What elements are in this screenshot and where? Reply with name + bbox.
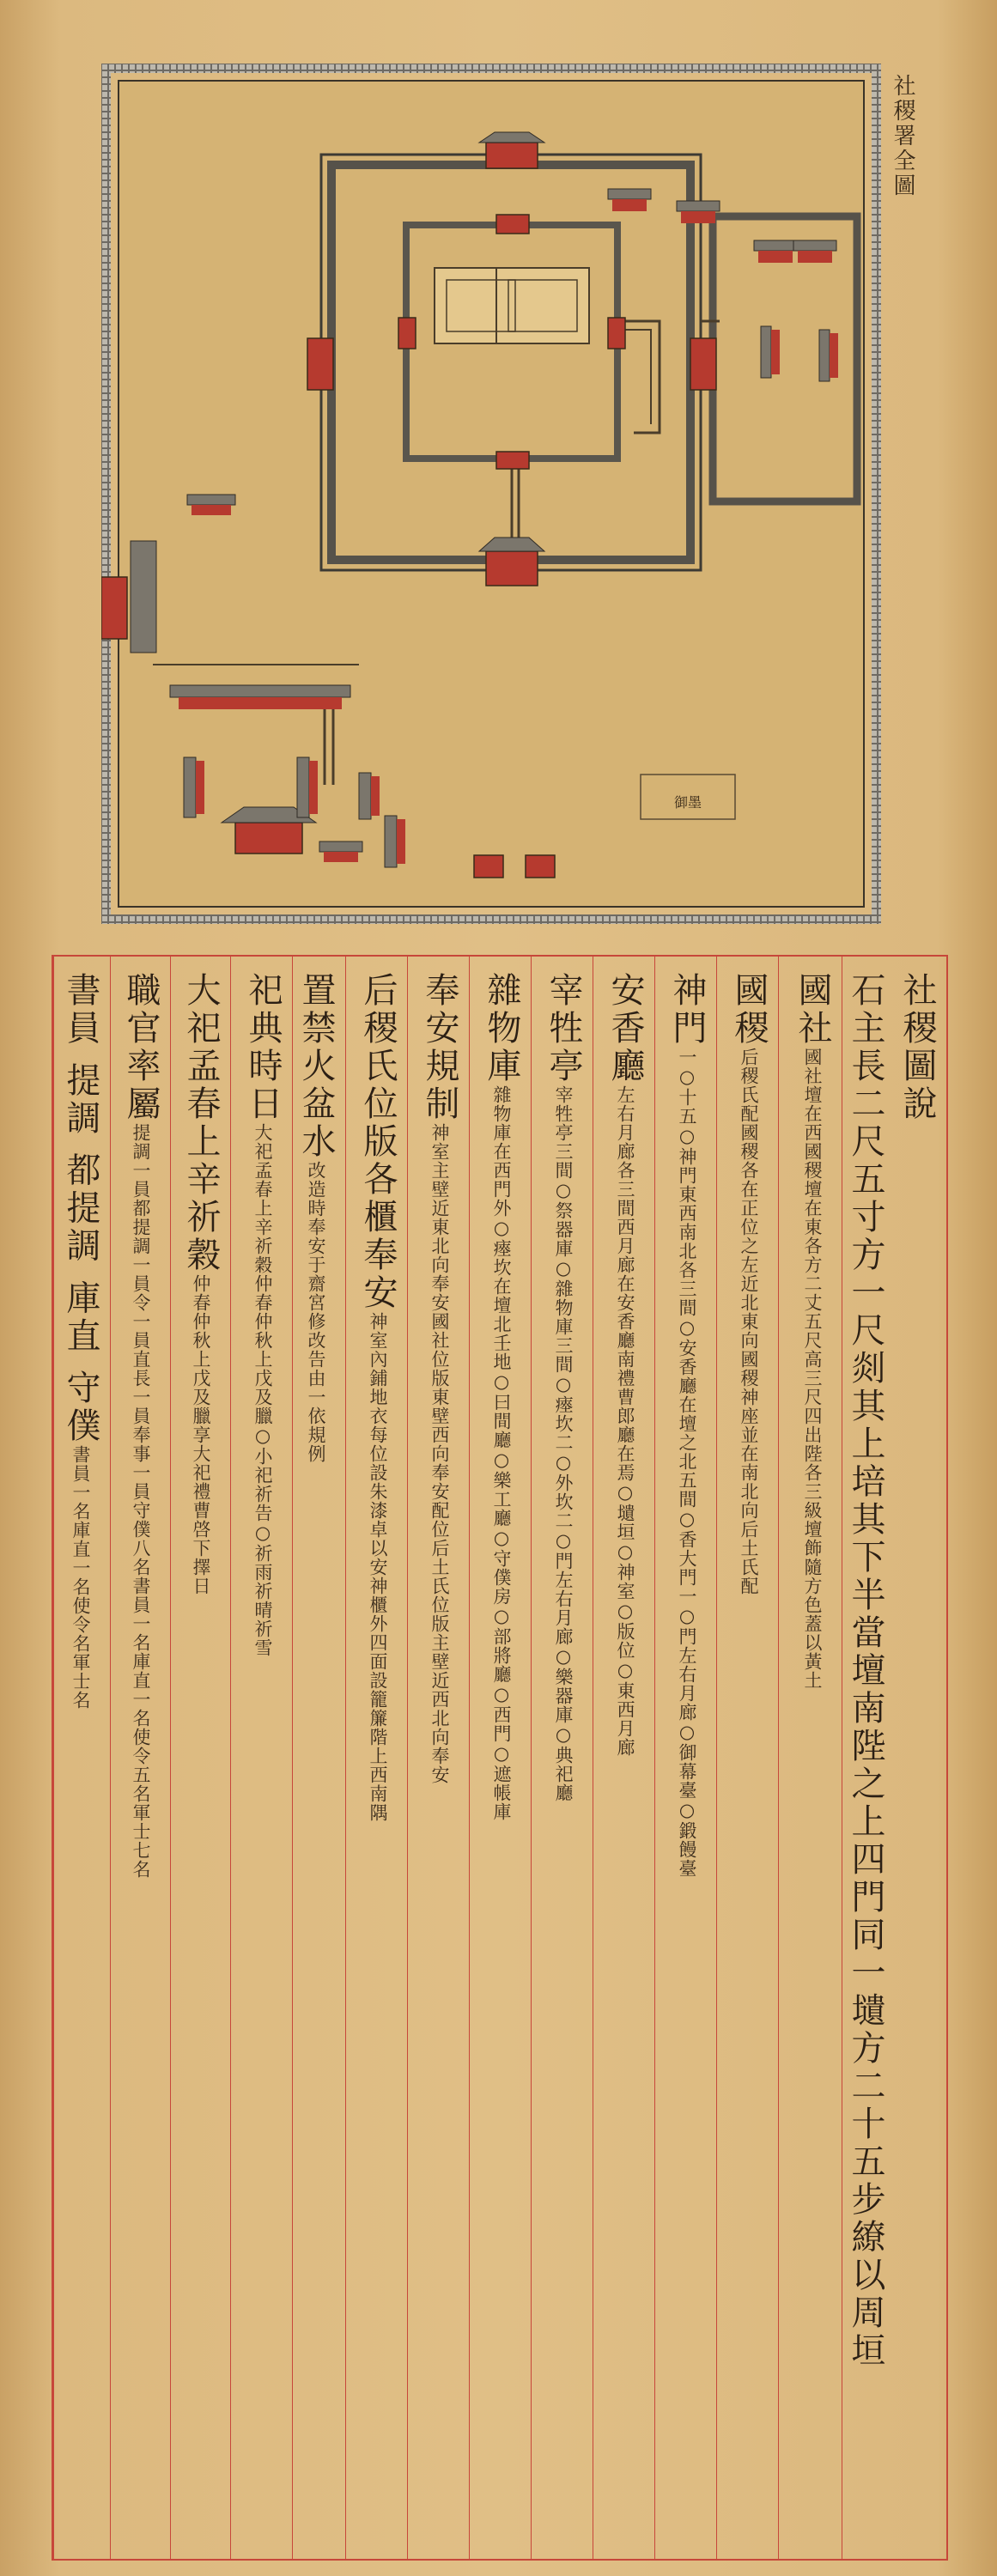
text-column xyxy=(593,957,654,2559)
site-map xyxy=(101,64,881,924)
column-heading: 國社 xyxy=(793,972,832,1048)
text-column xyxy=(778,957,842,2559)
column-note: 國社壇在西國稷壇在東各方二丈五尺高三尺四出陛各三級壇飾隨方色蓋以黃土 xyxy=(802,1048,823,1690)
column-note: 改造時奉安于齋宮修改告由一依規例 xyxy=(306,1161,326,1463)
column-heading: 雜物庫 xyxy=(482,972,521,1085)
text-column xyxy=(531,957,593,2559)
column-heading: 神門 xyxy=(667,972,707,1048)
text-column xyxy=(345,957,407,2559)
text-column xyxy=(654,957,716,2559)
column-note: 雜物庫在西門外○瘞坎在壇北壬地○曰間廳○樂工廳○守僕房○部將廳○西門○遮帳庫 xyxy=(491,1085,512,1821)
column-heading: 宰牲亭 xyxy=(544,972,583,1085)
column-heading: 職官率屬 xyxy=(121,972,161,1123)
text-column xyxy=(110,957,170,2559)
text-column xyxy=(407,957,469,2559)
column-heading: 祀典時日 xyxy=(243,972,283,1123)
column-heading: 書員 提調 都提調 庫直 守僕 xyxy=(61,972,100,1445)
column-note: 后稷氏配國稷各在正位之左近北東向國稷神座並在南北向后土氏配 xyxy=(739,1048,759,1595)
text-column xyxy=(292,957,345,2559)
column-note: 神室內鋪地衣每位設朱漆卓以安神櫃外四面設籠簾階上西南隅 xyxy=(368,1312,388,1822)
column-heading: 后稷氏位版各櫃奉安 xyxy=(358,972,398,1312)
column-heading: 社稷圖說 xyxy=(897,972,937,1123)
column-heading: 奉安規制 xyxy=(420,972,459,1123)
text-column xyxy=(170,957,230,2559)
column-heading: 大祀孟春上辛祈穀 xyxy=(181,972,221,1274)
column-note: 仲春仲秋上戊及臘享大祀禮曹啓下擇日 xyxy=(191,1274,211,1595)
text-column xyxy=(469,957,531,2559)
column-note: 書員一名庫直一名使令名軍士名 xyxy=(70,1444,91,1710)
text-column xyxy=(716,957,778,2559)
text-column xyxy=(895,957,946,2559)
column-note: 左右月廊各三間西月廊在安香廳南禮曹郎廳在焉○壝垣○神室○版位○東西月廊 xyxy=(615,1085,635,1757)
text-column xyxy=(842,957,895,2559)
column-note: 一○十五○神門東西南北各三間○安香廳在壇之北五間○香大門一○門左右月廊○御幕臺○鍛饅臺 xyxy=(677,1048,697,1878)
map-note-label: 御墨 xyxy=(673,794,702,811)
column-note: 宰牲亭三間○祭器庫○雜物庫三間○瘞坎二○外坎二○門左右月廊○樂器庫○典祀廳 xyxy=(553,1085,574,1802)
column-heading: 石主長二尺五寸方一尺剡其上培其下半當壇南陛之上四門同一壝方二十五步繚以周垣 xyxy=(846,972,885,2370)
column-note: 提調一員都提調一員令一員直長一員奉事一員守僕八名書員一名庫直一名使令五名軍士七名 xyxy=(131,1123,151,1879)
text-column xyxy=(53,957,110,2559)
column-note: 大祀孟春上辛祈穀仲春仲秋上戊及臘○小祀祈告○祈雨祈晴祈雪 xyxy=(252,1123,273,1657)
text-column xyxy=(230,957,292,2559)
text-grid xyxy=(52,955,948,2561)
column-heading: 國稷 xyxy=(729,972,769,1048)
column-heading: 安香廳 xyxy=(605,972,645,1085)
column-note: 神室主壁近東北向奉安國社位版東壁西向奉安配位后土氏位版主壁近西北向奉安 xyxy=(429,1123,450,1784)
map-title: 社稷署全圖 xyxy=(890,74,915,198)
column-heading: 置禁火盆水 xyxy=(296,972,336,1161)
